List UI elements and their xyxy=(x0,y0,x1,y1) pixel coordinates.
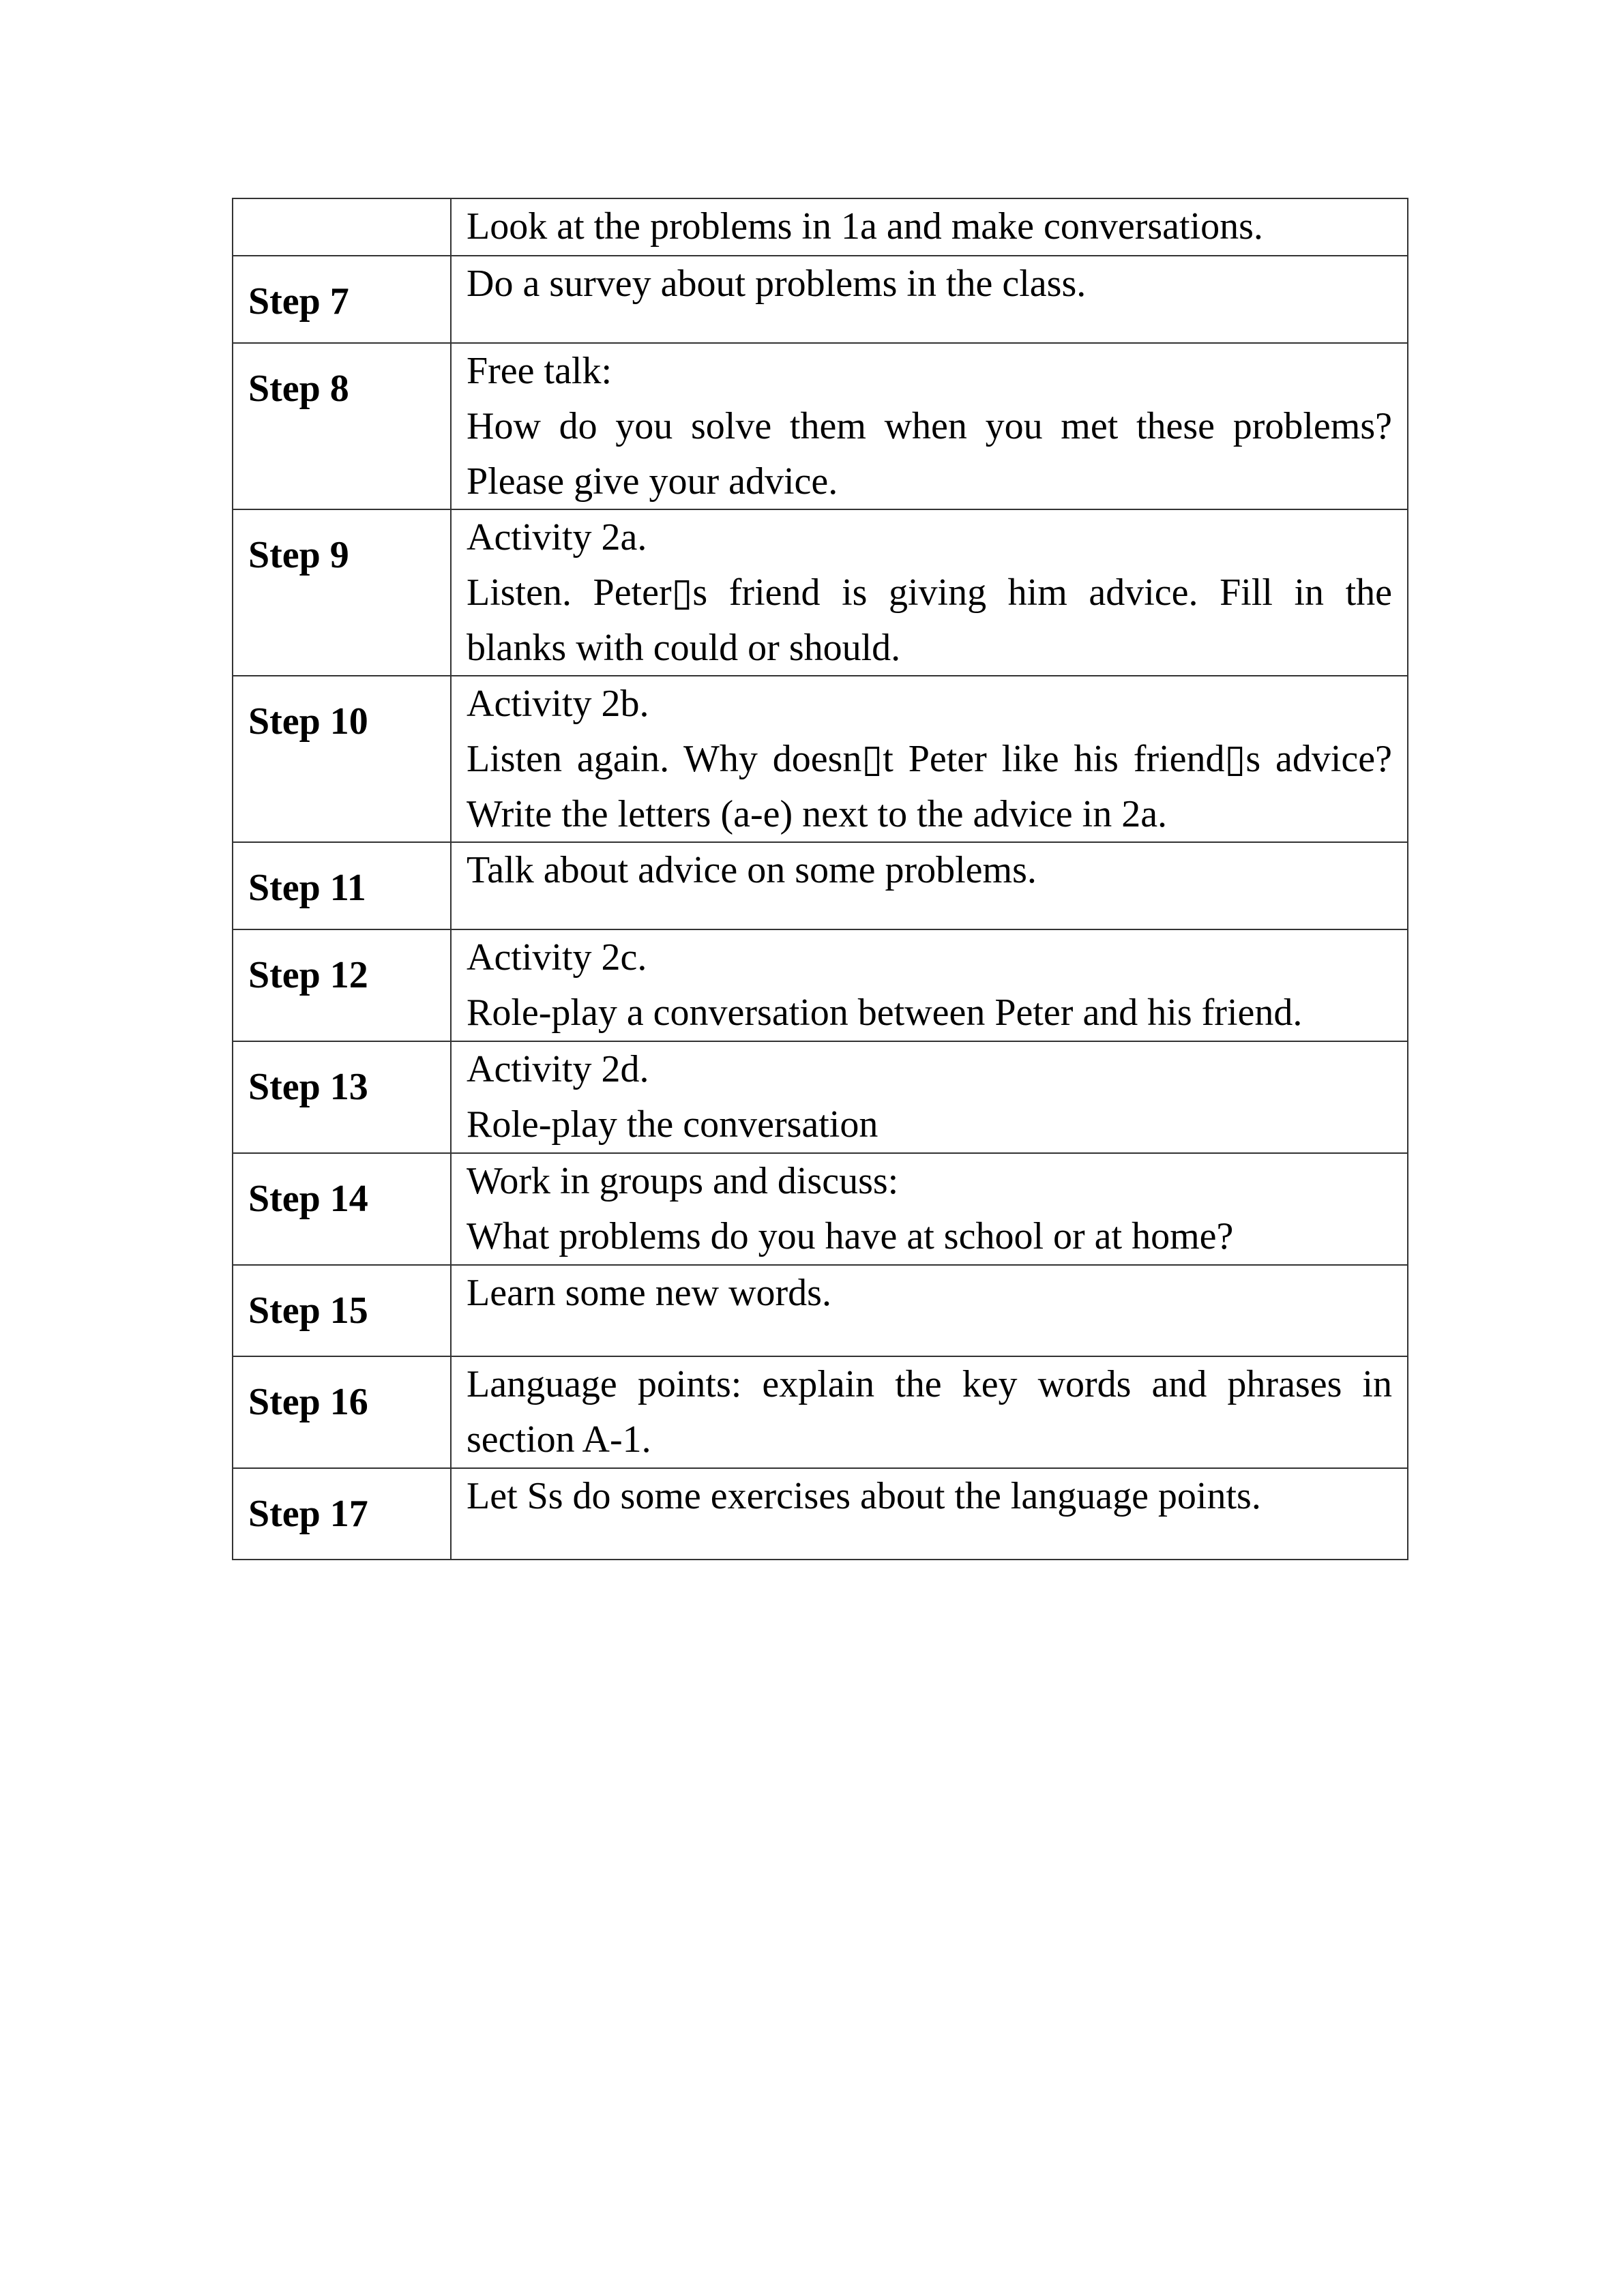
content-line: Let Ss do some exercises about the language points. xyxy=(467,1475,1261,1517)
content-line: Free talk: xyxy=(467,350,612,392)
content-line: Activity 2c. xyxy=(467,936,647,979)
step-label: Step 11 xyxy=(233,843,452,929)
step-label: Step 10 xyxy=(233,676,452,841)
table-row xyxy=(233,676,1408,843)
content-line: Do a survey about problems in the class. xyxy=(467,263,1087,305)
table-row xyxy=(233,344,1408,510)
step-label xyxy=(233,199,452,255)
content-line: What problems do you have at school or at home? xyxy=(467,1215,1234,1257)
table-row xyxy=(233,930,1408,1042)
table-row xyxy=(233,1154,1408,1266)
step-label: Step 14 xyxy=(233,1154,452,1264)
table-row xyxy=(233,1266,1408,1357)
step-content xyxy=(452,1357,1408,1467)
step-content xyxy=(452,1266,1408,1356)
step-label: Step 15 xyxy=(233,1266,452,1356)
table-row xyxy=(233,1042,1408,1154)
content-line: section A-1. xyxy=(467,1418,651,1461)
step-label: Step 17 xyxy=(233,1469,452,1559)
table-row xyxy=(233,199,1408,256)
content-line: Role-play the conversation xyxy=(467,1103,879,1146)
step-label: Step 8 xyxy=(233,344,452,509)
step-label: Step 9 xyxy=(233,510,452,675)
table-row xyxy=(233,510,1408,676)
table-row xyxy=(233,1469,1408,1560)
content-line: Listen again. Why doesn▯t Peter like his friend▯s advice? xyxy=(467,738,1392,780)
content-line: Listen. Peter▯s friend is giving him advice. Fill in the xyxy=(467,571,1392,614)
content-line: Look at the problems in 1a and make conversations. xyxy=(467,205,1263,248)
content-line: How do you solve them when you met these problems? xyxy=(467,405,1392,447)
step-label: Step 16 xyxy=(233,1357,452,1467)
content-line: Work in groups and discuss: xyxy=(467,1160,899,1202)
table-row xyxy=(233,843,1408,930)
step-label: Step 7 xyxy=(233,256,452,342)
step-content xyxy=(452,1042,1408,1152)
content-line: Role-play a conversation between Peter and his friend. xyxy=(467,992,1303,1034)
content-line: Activity 2d. xyxy=(467,1048,649,1090)
step-content xyxy=(452,1469,1408,1559)
content-line: Please give your advice. xyxy=(467,460,838,503)
table-row xyxy=(233,1357,1408,1469)
content-line: Write the letters (a-e) next to the advice in 2a. xyxy=(467,793,1168,835)
lesson-steps-table xyxy=(232,198,1408,1560)
content-line: Learn some new words. xyxy=(467,1272,831,1314)
step-label: Step 12 xyxy=(233,930,452,1041)
content-line: Talk about advice on some problems. xyxy=(467,849,1037,891)
step-content xyxy=(452,256,1408,342)
table-row xyxy=(233,256,1408,344)
step-label: Step 13 xyxy=(233,1042,452,1152)
step-content xyxy=(452,1154,1408,1264)
step-content xyxy=(452,510,1408,675)
step-content xyxy=(452,843,1408,929)
content-line: Activity 2b. xyxy=(467,683,649,725)
step-content xyxy=(452,199,1408,255)
content-line: Language points: explain the key words and phrases in xyxy=(467,1363,1392,1405)
step-content xyxy=(452,344,1408,509)
step-content xyxy=(452,676,1408,841)
step-content xyxy=(452,930,1408,1041)
content-line: Activity 2a. xyxy=(467,516,647,558)
content-line: blanks with could or should. xyxy=(467,627,901,669)
